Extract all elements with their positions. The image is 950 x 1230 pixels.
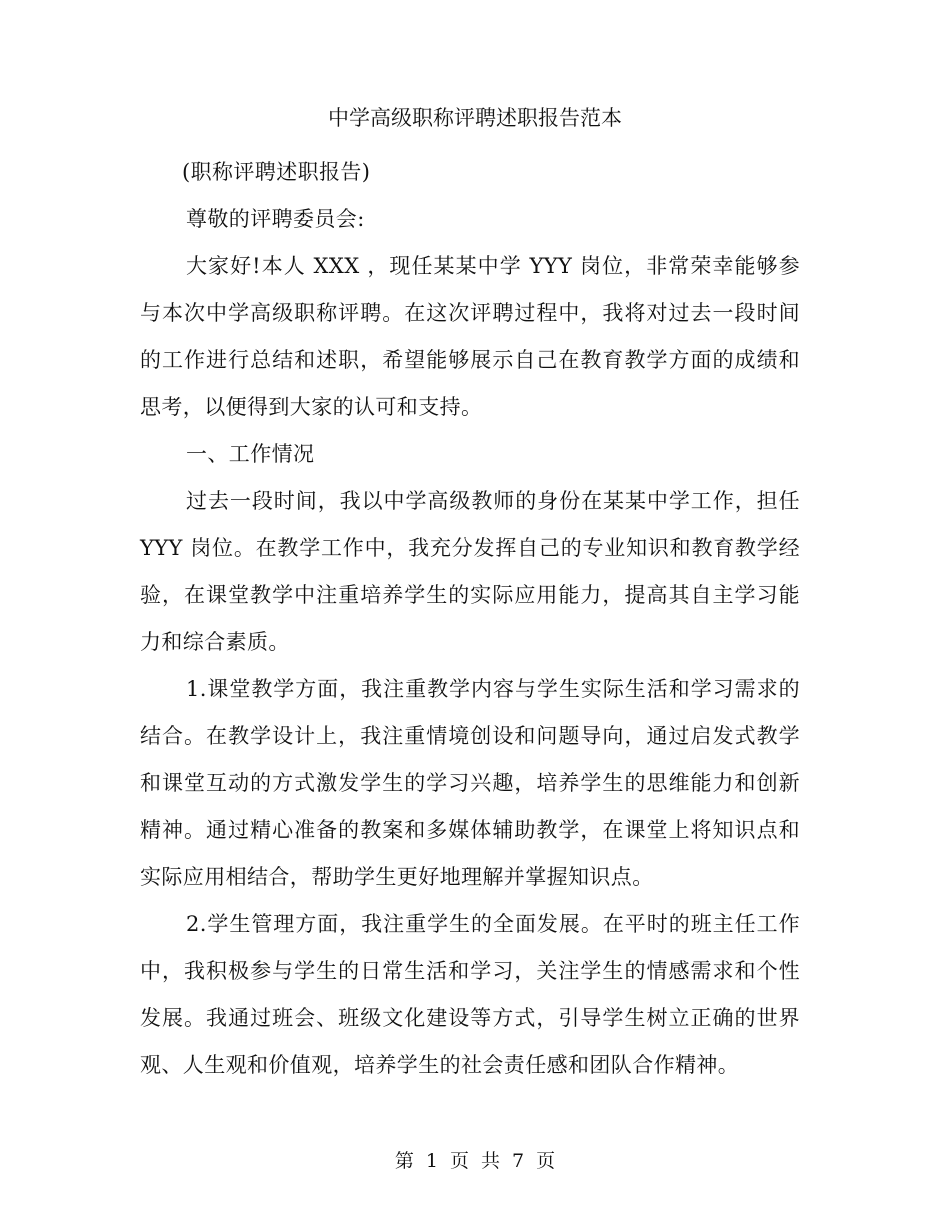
paragraph-intro: 大家好!本人 XXX ，现任某某中学 YYY 岗位，非常荣幸能够参与本次中学高级职称评聘。在这次评聘过程中，我将对过去一段时间的工作进行总结和述职，希望能够展示自己在教育教学方面的成绩和思考，以便得到大家的认可和支持。: [140, 254, 800, 419]
paragraph-work-overview: 过去一段时间，我以中学高级教师的身份在某某中学工作，担任 YYY 岗位。在教学工作中，我充分发挥自己的专业知识和教育教学经验，在课堂教学中注重培养学生的实际应用能力，提高其自主学习能力和综合素质。: [140, 489, 800, 654]
salutation: 尊敬的评聘委员会:: [186, 207, 365, 231]
paragraph-classroom-teaching: 1.课堂教学方面，我注重教学内容与学生实际生活和学习需求的结合。在教学设计上，我注重情境创设和问题导向，通过启发式教学和课堂互动的方式激发学生的学习兴趣，培养学生的思维能力和创新精神。通过精心准备的教案和多媒体辅助教学，在课堂上将知识点和实际应用相结合，帮助学生更好地理解并掌握知识点。: [140, 677, 800, 889]
document-title: 中学高级职称评聘述职报告范本: [328, 106, 622, 130]
document-body: [140, 149, 800, 1089]
section-heading: 一、工作情况: [186, 442, 315, 466]
document-subtitle: (职称评聘述职报告): [182, 160, 371, 184]
page-number-footer: 第 1 页 共 7 页: [394, 1150, 556, 1172]
paragraph-student-management: 2.学生管理方面，我注重学生的全面发展。在平时的班主任工作中，我积极参与学生的日常生活和学习，关注学生的情感需求和个性发展。我通过班会、班级文化建设等方式，引导学生树立正确的世界观、人生观和价值观，培养学生的社会责任感和团队合作精神。: [140, 912, 800, 1077]
